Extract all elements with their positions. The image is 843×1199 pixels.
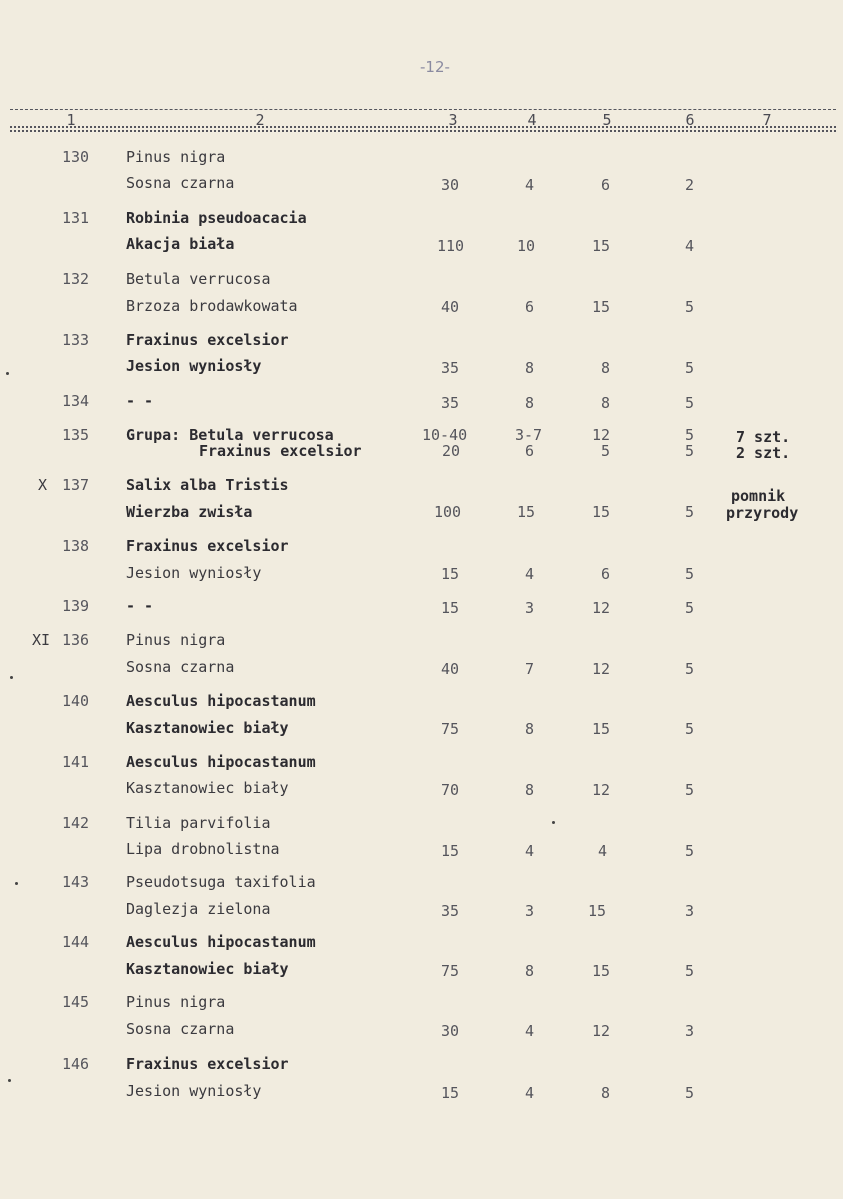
col3-value: 30 xyxy=(441,1022,460,1040)
scan-speck xyxy=(552,821,555,824)
col4-value: 8 xyxy=(525,781,535,799)
latin-name: Betula verrucosa xyxy=(126,270,271,288)
col6-value: 5 xyxy=(685,503,695,521)
polish-name: Jesion wyniosły xyxy=(126,357,262,375)
col4-value: 15 xyxy=(517,503,536,521)
ditto-mark: - - xyxy=(126,392,154,410)
col4-value: 8 xyxy=(525,720,535,738)
col6-value: 5 xyxy=(685,298,695,316)
col5-value: 15 xyxy=(588,902,607,920)
row-number: 136 xyxy=(62,631,90,649)
col6-value: 5 xyxy=(685,359,695,377)
col3-value: 15 xyxy=(441,842,460,860)
col4-value: 8 xyxy=(525,359,535,377)
col3-value: 75 xyxy=(441,962,460,980)
polish-name: Sosna czarna xyxy=(126,174,235,192)
col5-value-b: 5 xyxy=(601,442,611,460)
row-marker: XI xyxy=(32,631,51,649)
col4-value-b: 6 xyxy=(525,442,535,460)
polish-name: Jesion wyniosły xyxy=(126,1082,262,1100)
col3-value: 40 xyxy=(441,660,460,678)
col4-value: 10 xyxy=(517,237,536,255)
col6-value: 5 xyxy=(685,781,695,799)
col5-value: 15 xyxy=(592,962,611,980)
column-header-3: 3 xyxy=(448,111,458,129)
row-number: 146 xyxy=(62,1055,90,1073)
scan-speck xyxy=(6,372,9,375)
col5-value: 15 xyxy=(592,298,611,316)
latin-name: Aesculus hipocastanum xyxy=(126,933,316,951)
column-header-4: 4 xyxy=(527,111,537,129)
col3-value: 30 xyxy=(441,176,460,194)
col3-value: 100 xyxy=(434,503,462,521)
col4-value: 4 xyxy=(525,1084,535,1102)
col3-value: 40 xyxy=(441,298,460,316)
col4-value: 3 xyxy=(525,902,535,920)
row-number: 141 xyxy=(62,753,90,771)
col3-value: 35 xyxy=(441,902,460,920)
col6-value: 5 xyxy=(685,842,695,860)
col7-value-b: 2 szt. xyxy=(736,444,791,462)
row-number: 138 xyxy=(62,537,90,555)
col6-value: 5 xyxy=(685,394,695,412)
scan-speck xyxy=(15,882,18,885)
polish-name: Kasztanowiec biały xyxy=(126,719,289,737)
col5-value: 15 xyxy=(592,237,611,255)
row-number: 130 xyxy=(62,148,90,166)
col6-value: 5 xyxy=(685,962,695,980)
polish-name: Wierzba zwisła xyxy=(126,503,253,521)
header-rule-top xyxy=(10,109,836,110)
col5-value: 8 xyxy=(601,394,611,412)
latin-name: Fraxinus excelsior xyxy=(126,1055,289,1073)
col6-value: 5 xyxy=(685,660,695,678)
polish-name: Jesion wyniosły xyxy=(126,564,262,582)
col3-value: 35 xyxy=(441,394,460,412)
latin-name: Pseudotsuga taxifolia xyxy=(126,873,316,891)
row-number: 145 xyxy=(62,993,90,1011)
col4-value: 4 xyxy=(525,842,535,860)
row-number: 137 xyxy=(62,476,90,494)
column-header-6: 6 xyxy=(685,111,695,129)
header-rule-bottom xyxy=(10,130,836,132)
ditto-mark: - - xyxy=(126,597,154,615)
row-number: 142 xyxy=(62,814,90,832)
col3-value-b: 20 xyxy=(442,442,461,460)
column-header-7: 7 xyxy=(762,111,772,129)
col3-value: 75 xyxy=(441,720,460,738)
col4-value: 6 xyxy=(525,298,535,316)
polish-name: Akacja biała xyxy=(126,235,235,253)
row-number: 144 xyxy=(62,933,90,951)
col5-value-a: 12 xyxy=(592,426,611,444)
col3-value: 15 xyxy=(441,1084,460,1102)
row-number: 132 xyxy=(62,270,90,288)
col3-value-a: 10-40 xyxy=(422,426,468,444)
col3-value: 15 xyxy=(441,599,460,617)
latin-name: Fraxinus excelsior xyxy=(126,331,289,349)
column-header-2: 2 xyxy=(255,111,265,129)
latin-name: Salix alba Tristis xyxy=(126,476,289,494)
col4-value: 8 xyxy=(525,394,535,412)
col5-value: 15 xyxy=(592,503,611,521)
col3-value: 15 xyxy=(441,565,460,583)
col5-value: 8 xyxy=(601,359,611,377)
polish-name: Sosna czarna xyxy=(126,658,235,676)
page-number: -12- xyxy=(420,58,450,76)
col7-value-a: pomnik xyxy=(731,487,786,505)
row-number: 133 xyxy=(62,331,90,349)
row-number: 140 xyxy=(62,692,90,710)
row-number: 135 xyxy=(62,426,90,444)
polish-name: Kasztanowiec biały xyxy=(126,960,289,978)
group-line-2: Fraxinus excelsior xyxy=(199,442,362,460)
col7-value-b: przyrody xyxy=(726,504,799,522)
latin-name: Pinus nigra xyxy=(126,993,226,1011)
scan-speck xyxy=(8,1079,11,1082)
scan-speck xyxy=(10,676,13,679)
latin-name: Tilia parvifolia xyxy=(126,814,271,832)
col6-value: 3 xyxy=(685,902,695,920)
row-marker: X xyxy=(38,476,48,494)
latin-name: Pinus nigra xyxy=(126,631,226,649)
col7-value-a: 7 szt. xyxy=(736,428,791,446)
col3-value: 35 xyxy=(441,359,460,377)
column-header-5: 5 xyxy=(602,111,612,129)
latin-name: Pinus nigra xyxy=(126,148,226,166)
polish-name: Lipa drobnolistna xyxy=(126,840,280,858)
col6-value: 4 xyxy=(685,237,695,255)
latin-name: Aesculus hipocastanum xyxy=(126,692,316,710)
header-rule-mid xyxy=(10,126,836,128)
latin-name: Aesculus hipocastanum xyxy=(126,753,316,771)
row-number: 143 xyxy=(62,873,90,891)
latin-name: Robinia pseudoacacia xyxy=(126,209,307,227)
col6-value: 3 xyxy=(685,1022,695,1040)
col4-value: 3 xyxy=(525,599,535,617)
latin-name: Fraxinus excelsior xyxy=(126,537,289,555)
col5-value: 12 xyxy=(592,1022,611,1040)
polish-name: Kasztanowiec biały xyxy=(126,779,289,797)
col6-value-a: 5 xyxy=(685,426,695,444)
col5-value: 12 xyxy=(592,599,611,617)
col4-value: 4 xyxy=(525,176,535,194)
col6-value: 5 xyxy=(685,565,695,583)
col4-value: 4 xyxy=(525,565,535,583)
col4-value: 7 xyxy=(525,660,535,678)
polish-name: Daglezja zielona xyxy=(126,900,271,918)
col6-value: 5 xyxy=(685,599,695,617)
col4-value-a: 3-7 xyxy=(515,426,543,444)
col5-value: 8 xyxy=(601,1084,611,1102)
col5-value: 12 xyxy=(592,781,611,799)
polish-name: Brzoza brodawkowata xyxy=(126,297,298,315)
col6-value: 5 xyxy=(685,1084,695,1102)
row-number: 139 xyxy=(62,597,90,615)
col4-value: 4 xyxy=(525,1022,535,1040)
group-line-1: Grupa: Betula verrucosa xyxy=(126,426,334,444)
column-header-1: 1 xyxy=(66,111,76,129)
col4-value: 8 xyxy=(525,962,535,980)
row-number: 131 xyxy=(62,209,90,227)
col6-value: 2 xyxy=(685,176,695,194)
col6-value-b: 5 xyxy=(685,442,695,460)
col6-value: 5 xyxy=(685,720,695,738)
col3-value: 70 xyxy=(441,781,460,799)
polish-name: Sosna czarna xyxy=(126,1020,235,1038)
row-number: 134 xyxy=(62,392,90,410)
col5-value: 6 xyxy=(601,176,611,194)
col5-value: 6 xyxy=(601,565,611,583)
col3-value: 110 xyxy=(437,237,465,255)
col5-value: 12 xyxy=(592,660,611,678)
col5-value: 4 xyxy=(598,842,608,860)
col5-value: 15 xyxy=(592,720,611,738)
